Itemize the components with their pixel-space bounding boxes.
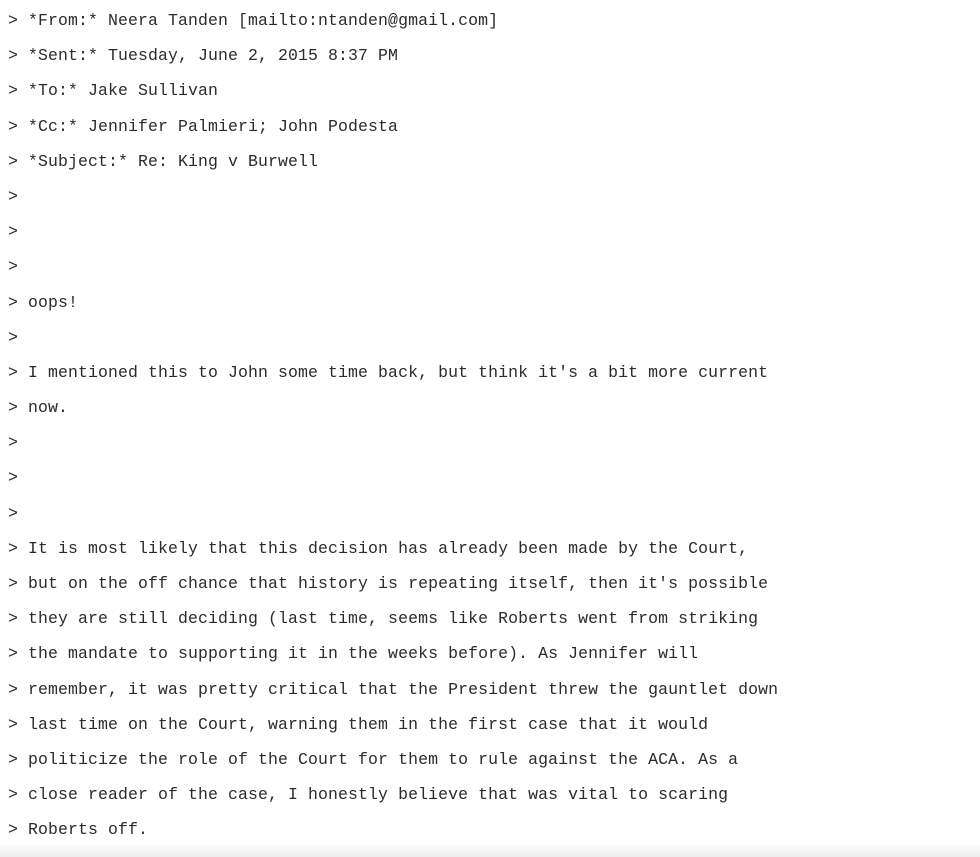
header-subject-line: > *Subject:* Re: King v Burwell [8, 151, 319, 171]
body-line: > It is most likely that this decision has already been made by the Court, [8, 538, 749, 558]
quote-line: > [8, 327, 19, 347]
body-line: > politicize the role of the Court for them to rule against the ACA. As a [8, 749, 739, 769]
body-line: > Roberts off. [8, 820, 149, 840]
body-line: > but on the off chance that history is repeating itself, then it's possible [8, 574, 769, 593]
body-line: > now. [8, 398, 69, 418]
body-line: > last time on the Court, warning them in the first case that it would [8, 714, 709, 734]
header-cc-line: > *Cc:* Jennifer Palmieri; John Podesta [8, 116, 399, 136]
quote-line: > [8, 257, 19, 277]
quote-line: > [8, 433, 19, 453]
header-to-line: > *To:* Jake Sullivan [8, 81, 219, 101]
quote-line: > [8, 222, 19, 242]
body-line: > close reader of the case, I honestly believe that was vital to scaring [8, 785, 729, 805]
email-body [8, 8, 968, 853]
body-line: > they are still deciding (last time, seems like Roberts went from striking [8, 609, 759, 629]
body-line: > the mandate to supporting it in the weeks before). As Jennifer will [8, 644, 699, 664]
quote-line: > [8, 468, 19, 488]
header-from-line: > *From:* Neera Tanden [mailto:ntanden@gmail.com] [8, 11, 499, 30]
body-line: > I mentioned this to John some time back, but think it's a bit more current [8, 362, 769, 382]
body-line: > remember, it was pretty critical that the President threw the gauntlet down [8, 679, 779, 699]
header-sent-line: > *Sent:* Tuesday, June 2, 2015 8:37 PM [8, 46, 399, 66]
bottom-edge-shadow [0, 843, 980, 857]
body-line: > oops! [8, 292, 79, 312]
quote-line: > [8, 186, 19, 206]
quote-line: > [8, 503, 19, 523]
